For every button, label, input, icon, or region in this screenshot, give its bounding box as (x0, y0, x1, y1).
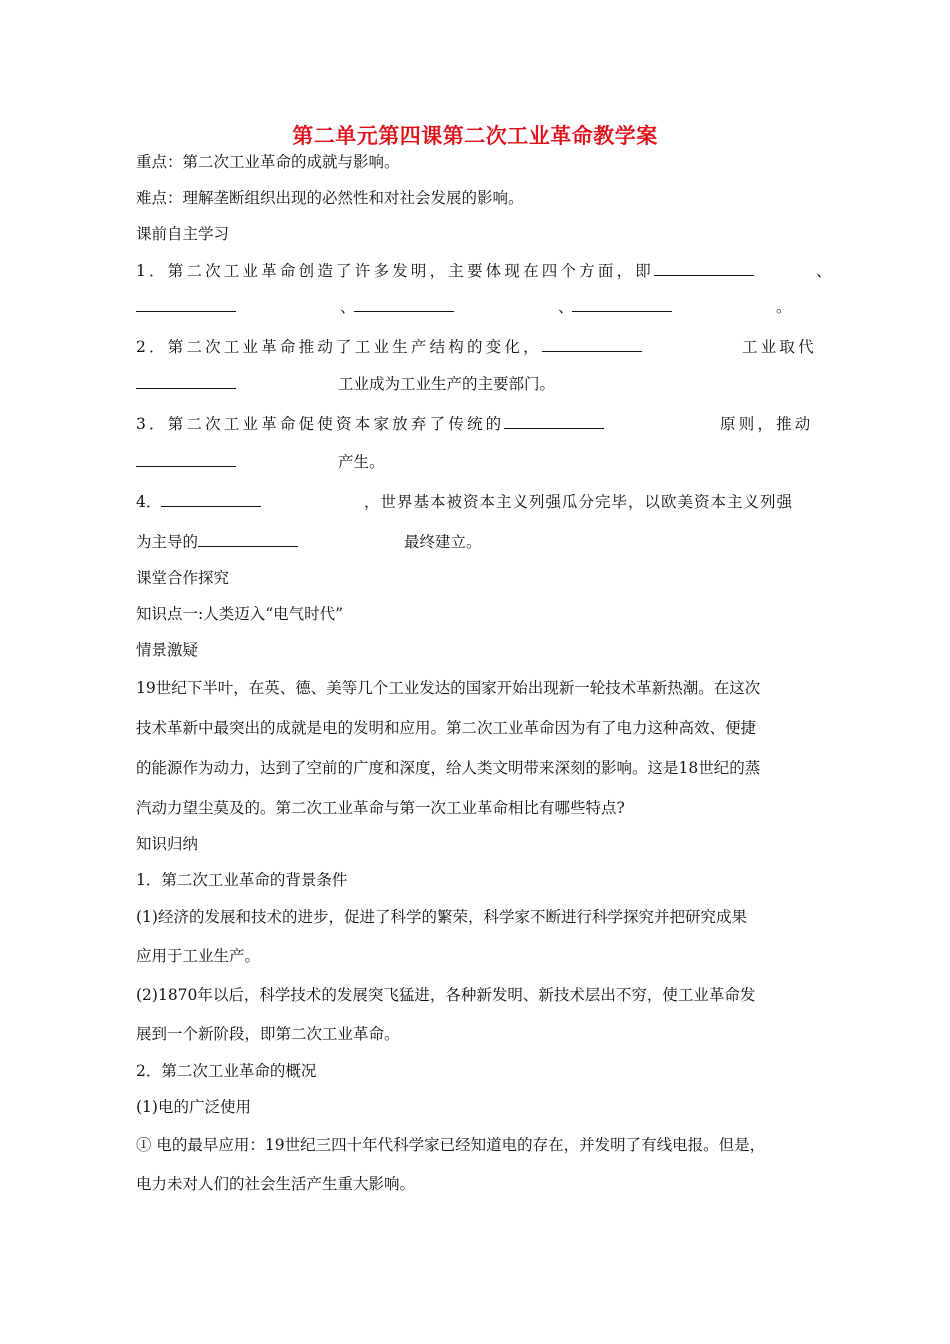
summary-heading: 知识归纳 (136, 835, 199, 853)
scenario-paragraph-line: 的能源作为动力，达到了空前的广度和深度，给人类文明带来深刻的影响。这是18世纪的蒸 (136, 759, 761, 777)
section-pre-study: 课前自主学习 (136, 225, 230, 243)
fill-blank[interactable] (198, 532, 298, 547)
fill-blank[interactable] (542, 337, 642, 352)
fill-blank[interactable] (161, 492, 261, 507)
question-4 (136, 492, 261, 512)
question-4-end: 最终建立。 (404, 533, 482, 551)
question-4-number: 4． (136, 493, 162, 511)
question-1-blank-3 (354, 297, 454, 317)
question-3 (136, 414, 604, 434)
question-2-text: 2．第二次工业革命推动了工业生产结构的变化， (136, 338, 542, 356)
fill-blank[interactable] (654, 261, 754, 276)
question-4-text: ，世界基本被资本主义列强瓜分完毕，以欧美资本主义列强 (364, 493, 794, 511)
scenario-heading: 情景激疑 (136, 641, 199, 659)
fill-blank[interactable] (572, 297, 672, 312)
question-4-line-2 (136, 532, 298, 552)
question-3-end: 产生。 (338, 453, 385, 471)
difficulty-line: 难点：理解垄断组织出现的必然性和对社会发展的影响。 (136, 189, 524, 207)
question-2-blank-2 (136, 374, 236, 394)
focus-line: 重点：第二次工业革命的成就与影响。 (136, 153, 400, 171)
question-1-text: 1．第二次工业革命创造了许多发明，主要体现在四个方面，即 (136, 262, 654, 280)
question-1-blank-4 (572, 297, 672, 317)
scenario-paragraph-line: 技术革新中最突出的成就是电的发明和应用。第二次工业革命因为有了电力这种高效、便捷 (136, 719, 757, 737)
document-title: 第二单元第四课第二次工业革命教学案 (292, 123, 658, 148)
section-classroom: 课堂合作探究 (136, 569, 230, 587)
separator: 、 (558, 298, 574, 316)
summary-item-1b-line: (2)1870年以后，科学技术的发展突飞猛进，各种新发明、新技术层出不穷，使工业革命发 (136, 986, 756, 1004)
summary-item-2b-line: 电力未对人们的社会生活产生重大影响。 (136, 1175, 416, 1193)
summary-item-1: 1．第二次工业革命的背景条件 (136, 871, 348, 889)
summary-item-2a: (1)电的广泛使用 (136, 1098, 251, 1116)
question-2-end: 工业成为工业生产的主要部门。 (338, 375, 556, 393)
summary-item-1a-line: (1)经济的发展和技术的进步，促进了科学的繁荣，科学家不断进行科学探究并把研究成果 (136, 908, 747, 926)
question-2 (136, 337, 642, 357)
question-3-text: 3．第二次工业革命促使资本家放弃了传统的 (136, 415, 505, 433)
question-3-blank-2 (136, 452, 236, 472)
fill-blank[interactable] (136, 452, 236, 467)
question-2-mid: 工业取代 (742, 338, 817, 356)
question-4-pre: 为主导的 (136, 533, 199, 551)
separator: 、 (340, 298, 356, 316)
scenario-paragraph-line: 汽动力望尘莫及的。第二次工业革命与第一次工业革命相比有哪些特点? (136, 799, 625, 817)
summary-item-2: 2．第二次工业革命的概况 (136, 1062, 317, 1080)
summary-item-2b-line: ① 电的最早应用：19世纪三四十年代科学家已经知道电的存在，并发明了有线电报。但是， (136, 1136, 766, 1154)
question-1-blanks (136, 297, 236, 317)
question-1 (136, 261, 754, 281)
fill-blank[interactable] (504, 414, 604, 429)
fill-blank[interactable] (136, 374, 236, 389)
summary-item-1a-line: 应用于工业生产。 (136, 947, 261, 965)
summary-item-1b-line: 展到一个新阶段，即第二次工业革命。 (136, 1025, 400, 1043)
question-3-mid: 原则，推动 (720, 415, 814, 433)
fill-blank[interactable] (354, 297, 454, 312)
fill-blank[interactable] (136, 297, 236, 312)
period: 。 (776, 298, 792, 316)
scenario-paragraph-line: 19世纪下半叶，在英、德、美等几个工业发达的国家开始出现新一轮技术革新热潮。在这次 (136, 679, 761, 697)
knowledge-point-heading: 知识点一:人类迈入“电气时代” (136, 605, 344, 623)
separator: 、 (816, 262, 832, 280)
